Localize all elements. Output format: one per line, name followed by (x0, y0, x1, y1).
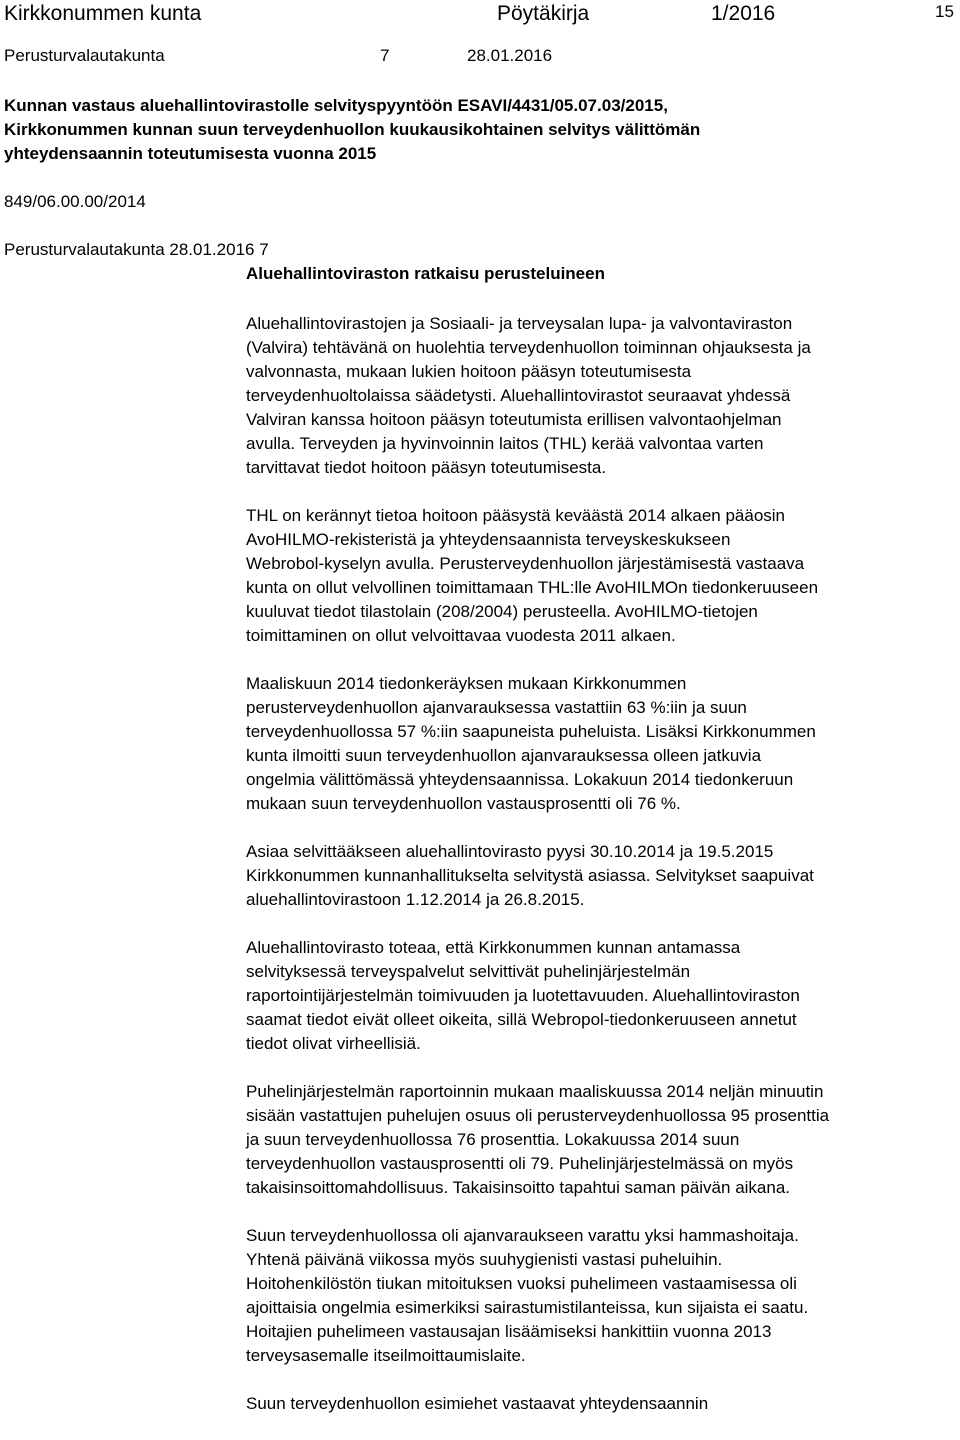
section-heading: Aluehallintoviraston ratkaisu perusteluineen (246, 264, 605, 283)
document-body (246, 312, 936, 1440)
paragraph: Suun terveydenhuollon esimiehet vastaavat yhteydensaannin (246, 1394, 709, 1413)
meeting-line (4, 240, 269, 260)
header-document-type: Pöytäkirja (497, 2, 590, 25)
header-page-number: 15 (935, 2, 954, 21)
meeting-body: Perusturvalautakunta (4, 240, 165, 259)
document-id: 849/06.00.00/2014 (4, 192, 146, 211)
paragraph: Puhelinjärjestelmän raportoinnin mukaan maaliskuussa 2014 neljän minuutin sisään vastattujen puhelujen osuus oli perusterveydenhuollossa 95 prosenttia ja suun terveydenhuollossa 76 prosenttia. Lokakuussa 2014 suun terveydenhuollon vastausprosentti oli 79. Puhelinjärjestelmässä on myös takaisinsoittomahdollisuus. Takaisinsoitto tapahtui saman päivän aikana. (246, 1082, 830, 1197)
header-section: 7 (380, 46, 390, 65)
header-municipality: Kirkkonummen kunta (4, 2, 202, 25)
document-title: Kunnan vastaus aluehallintovirastolle selvityspyyntöön ESAVI/4431/05.07.03/2015, Kirkkonummen kunnan suun terveydenhuollon kuukausikohtainen selvitys välittömän yhteydensaannin toteutumisesta vuonna 2015 (4, 96, 701, 163)
paragraph: Aluehallintovirasto toteaa, että Kirkkonummen kunnan antamassa selvityksessä terveyspalvelut selvittivät puhelinjärjestelmän raportointijärjestelmän toimivuuden ja luotettavuuden. Aluehallintoviraston saamat tiedot eivät olleet oikeita, sillä Webropol-tiedonkeruuseen annetut tiedot olivat virheellisiä. (246, 938, 800, 1053)
paragraph: THL on kerännyt tietoa hoitoon pääsystä keväästä 2014 alkaen pääosin AvoHILMO-rekisteristä ja yhteydensaannista terveyskeskukseen Webrobol-kyselyn avulla. Perusterveydenhuollon järjestämisestä vastaava kunta on ollut velvollinen toimittamaan THL:lle AvoHILMOn tiedonkeruuseen kuuluvat tiedot tilastolain (208/2004) perusteella. AvoHILMO-tietojen toimittaminen on ollut velvoittavaa vuodesta 2011 alkaen. (246, 506, 819, 645)
header-document-number: 1/2016 (711, 2, 776, 25)
meeting-date: 28.01.2016 (169, 240, 255, 259)
header-date: 28.01.2016 (467, 46, 553, 65)
paragraph: Suun terveydenhuollossa oli ajanvaraukseen varattu yksi hammashoitaja. Yhtenä päivänä viikossa myös suuhygienisti vastasi puheluihin. Hoitohenkilöstön tiukan mitoituksen vuoksi puhelimeen vastaamisessa oli ajoittaisia ongelmia esimerkiksi sairastumistilanteissa, kun sijaista ei saatu. Hoitajien puhelimeen vastausajan lisäämiseksi hankittiin vuonna 2013 terveysasemalle itseilmoittaumislaite. (246, 1226, 809, 1365)
paragraph: Asiaa selvittääkseen aluehallintovirasto pyysi 30.10.2014 ja 19.5.2015 Kirkkonummen kunnanhallitukselta selvitystä asiassa. Selvitykset saapuivat aluehallintovirastoon 1.12.2014 ja 26.8.2015. (246, 842, 814, 909)
paragraph: Aluehallintovirastojen ja Sosiaali- ja terveysalan lupa- ja valvontaviraston (Valvira) tehtävänä on huolehtia terveydenhuollon toiminnan ohjauksesta ja valvonnasta, mukaan lukien hoitoon pääsyn toteutumisesta terveydenhuoltolaissa säädetysti. Aluehallintovirastot seuraavat yhdessä Valviran kanssa hoitoon pääsyn toteutumista erillisen valvontaohjelman avulla. Terveyden ja hyvinvoinnin laitos (THL) kerää valvontaa varten tarvittavat tiedot hoitoon pääsyn toteutumisesta. (246, 314, 811, 477)
header-body: Perusturvalautakunta (4, 46, 165, 65)
page-header (0, 0, 960, 70)
meeting-section: 7 (259, 240, 269, 259)
paragraph: Maaliskuun 2014 tiedonkeräyksen mukaan Kirkkonummen perusterveydenhuollon ajanvarauksessa vastattiin 63 %:iin ja suun terveydenhuollossa 57 %:iin saapuneista puheluista. Lisäksi Kirkkonummen kunta ilmoitti suun terveydenhuollon ajanvarauksessa olleen jatkuvia ongelmia välittömässä yhteydensaannissa. Lokakuun 2014 tiedonkeruun mukaan suun terveydenhuollon vastausprosentti oli 76 %. (246, 674, 816, 813)
